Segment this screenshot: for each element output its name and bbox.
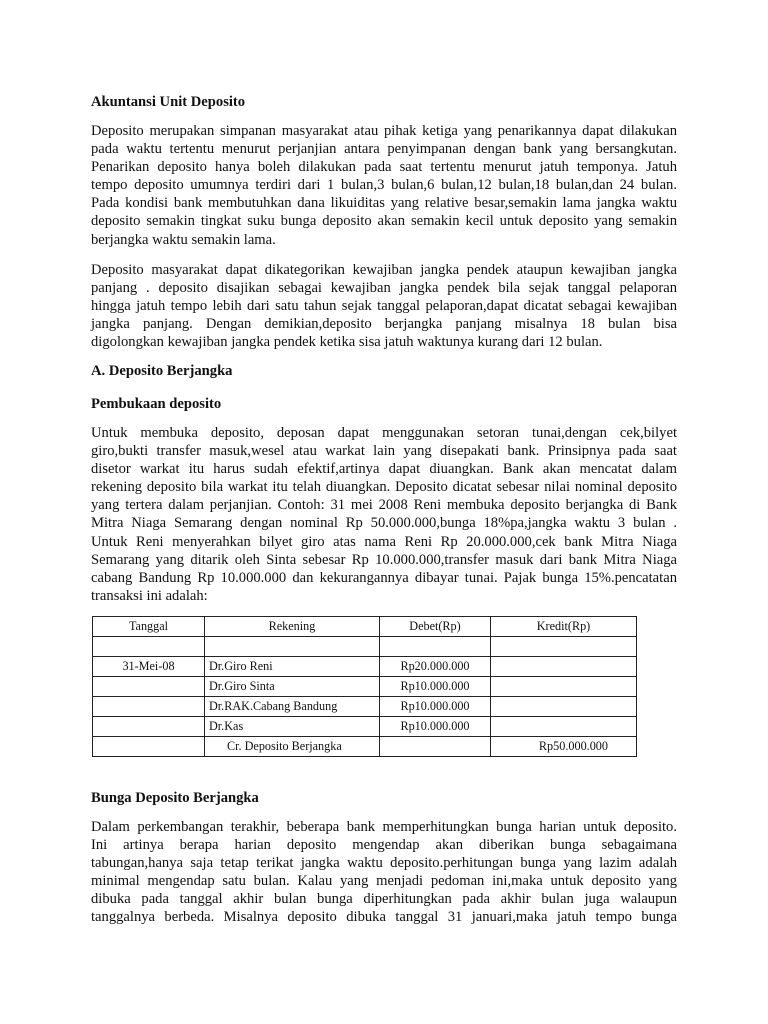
paragraph-line: rekening deposito bila warkat itu telah diuangkan. Deposito dicatat sebesar nilai nominal deposito (91, 479, 677, 496)
paragraph-line: minimal mengendap satu bulan. Kalau yang menjadi pedoman ini,maka untuk deposito yang (91, 873, 677, 890)
paragraph-line: transaksi ini adalah: (91, 587, 208, 604)
paragraph-line: hingga jatuh tempo lebih dari satu tahun sejak tanggal pelaporan,dapat dicatat sebagai kewajiban (91, 298, 677, 315)
column-header-debet: Debet(Rp) (380, 617, 491, 637)
subheading-bunga-deposito: Bunga Deposito Berjangka (91, 790, 259, 806)
document-title: Akuntansi Unit Deposito (91, 94, 246, 110)
paragraph-line: Untuk membuka deposito, deposan dapat menggunakan setoran tunai,dengan cek,bilyet (91, 425, 677, 441)
credit-cell (491, 677, 637, 697)
date-cell (93, 737, 205, 757)
column-header-kredit: Kredit(Rp) (491, 617, 637, 637)
debit-cell: Rp10.000.000 (380, 717, 491, 737)
debit-cell: Rp20.000.000 (380, 657, 491, 677)
paragraph-line: giro,bukti transfer masuk,wesel atau warkat lain yang disepakati bank. Prinsipnya pada saat (91, 443, 677, 460)
paragraph-line: Dalam perkembangan terakhir, beberapa bank memperhitungkan bunga harian untuk deposito. (91, 819, 677, 835)
paragraph-line: jangka panjang. Dengan demikian,deposito berjangka panjang misalnya 18 bulan bisa (91, 316, 677, 333)
journal-entry-table (92, 616, 637, 757)
column-header-tanggal: Tanggal (93, 617, 205, 637)
paragraph-line: digolongkan kewajiban jangka pendek ketika sisa jatuh waktunya kurang dari 12 bulan. (91, 334, 603, 351)
paragraph-line: Deposito merupakan simpanan masyarakat atau pihak ketiga yang penarikannya dapat dilakukan (91, 123, 677, 139)
debit-cell: Rp10.000.000 (380, 697, 491, 717)
debit-cell (380, 737, 491, 757)
paragraph-line: tabungan,hanya saja tetap terikat jangka waktu deposito.perhitungan bunga yang lazim adalah (91, 855, 677, 872)
paragraph-line: Deposito masyarakat dapat dikategorikan kewajiban jangka pendek ataupun kewajiban jangka (91, 262, 677, 278)
paragraph-line: berjangka waktu semakin lama. (91, 231, 276, 248)
table-row (93, 697, 637, 717)
account-cell: Cr. Deposito Berjangka (205, 737, 380, 757)
date-cell (93, 677, 205, 697)
opening-paragraph (91, 424, 677, 605)
credit-cell (491, 657, 637, 677)
credit-cell: Rp50.000.000 (491, 737, 637, 757)
column-header-rekening: Rekening (205, 617, 380, 637)
paragraph-line: Ini artinya berapa harian deposito mengendap akan diberikan bunga sebagaimana (91, 837, 677, 854)
paragraph-line: tempo deposito umumnya terdiri dari 1 bulan,3 bulan,6 bulan,12 bulan,18 bulan,dan 24 bulan. (91, 177, 677, 194)
table-row (93, 677, 637, 697)
table-row (93, 737, 637, 757)
paragraph-line: yang tertera dalam perjanjian. Contoh: 31 mei 2008 Reni membuka deposito berjangka di Bank (91, 497, 677, 514)
account-cell: Dr.Kas (205, 717, 380, 737)
category-paragraph (91, 261, 677, 351)
paragraph-line: deposito semakin tingkat suku bunga deposito akan semakin kecil untuk deposito yang semakin (91, 213, 677, 230)
debit-cell: Rp10.000.000 (380, 677, 491, 697)
account-cell: Dr.Giro Reni (205, 657, 380, 677)
account-cell: Dr.RAK.Cabang Bandung (205, 697, 380, 717)
paragraph-line: tanggalnya berbeda. Misalnya deposito dibuka tanggal 31 januari,maka jatuh tempo bunga (91, 909, 677, 926)
credit-cell (491, 697, 637, 717)
credit-cell (491, 717, 637, 737)
paragraph-line: Mitra Niaga Semarang dengan nominal Rp 50.000.000,bunga 18%pa,jangka waktu 3 bulan . (91, 515, 677, 532)
date-cell: 31-Mei-08 (93, 657, 205, 677)
table-header-row (93, 617, 637, 637)
paragraph-line: panjang . deposito disajikan sebagai kewajiban jangka pendek bila sejak tanggal pelaporan (91, 280, 677, 297)
paragraph-line: pada waktu tertentu menurut perjanjian antara penyimpanan dengan bank yang bersangkutan. (91, 141, 677, 158)
section-heading-deposito-berjangka: A. Deposito Berjangka (91, 363, 233, 379)
table-row (93, 657, 637, 677)
paragraph-line: Semarang yang ditarik oleh Sinta sebesar Rp 10.000.000,transfer masuk dari bank Mitra Niaga (91, 551, 677, 568)
paragraph-line: Untuk Reni menyerahkan bilyet giro atas nama Reni Rp 20.000.000,cek bank Mitra Niaga (91, 533, 677, 550)
account-cell: Dr.Giro Sinta (205, 677, 380, 697)
paragraph-line: disetor warkat itu harus sudah efektif,artinya dapat diuangkan. Bank akan mencatat dalam (91, 461, 677, 478)
table-spacer-row (93, 637, 637, 657)
intro-paragraph (91, 122, 677, 249)
paragraph-line: dibuka pada tanggal akhir bulan bunga diperhitungkan pada akhir bulan juga walaupun (91, 891, 677, 908)
paragraph-line: Pada kondisi bank membutuhkan dana likuiditas yang relative besar,semakin lama jangka waktu (91, 195, 677, 212)
paragraph-line: cabang Bandung Rp 10.000.000 dan kekurangannya dibayar tunai. Pajak bunga 15%.pencatatan (91, 569, 677, 586)
subheading-pembukaan-deposito: Pembukaan deposito (91, 396, 222, 412)
table-row (93, 717, 637, 737)
paragraph-line: Penarikan deposito hanya boleh dilakukan pada saat tertentu menurut jatuh temponya. Jatuh (91, 159, 677, 176)
date-cell (93, 717, 205, 737)
date-cell (93, 697, 205, 717)
interest-paragraph (91, 818, 677, 927)
